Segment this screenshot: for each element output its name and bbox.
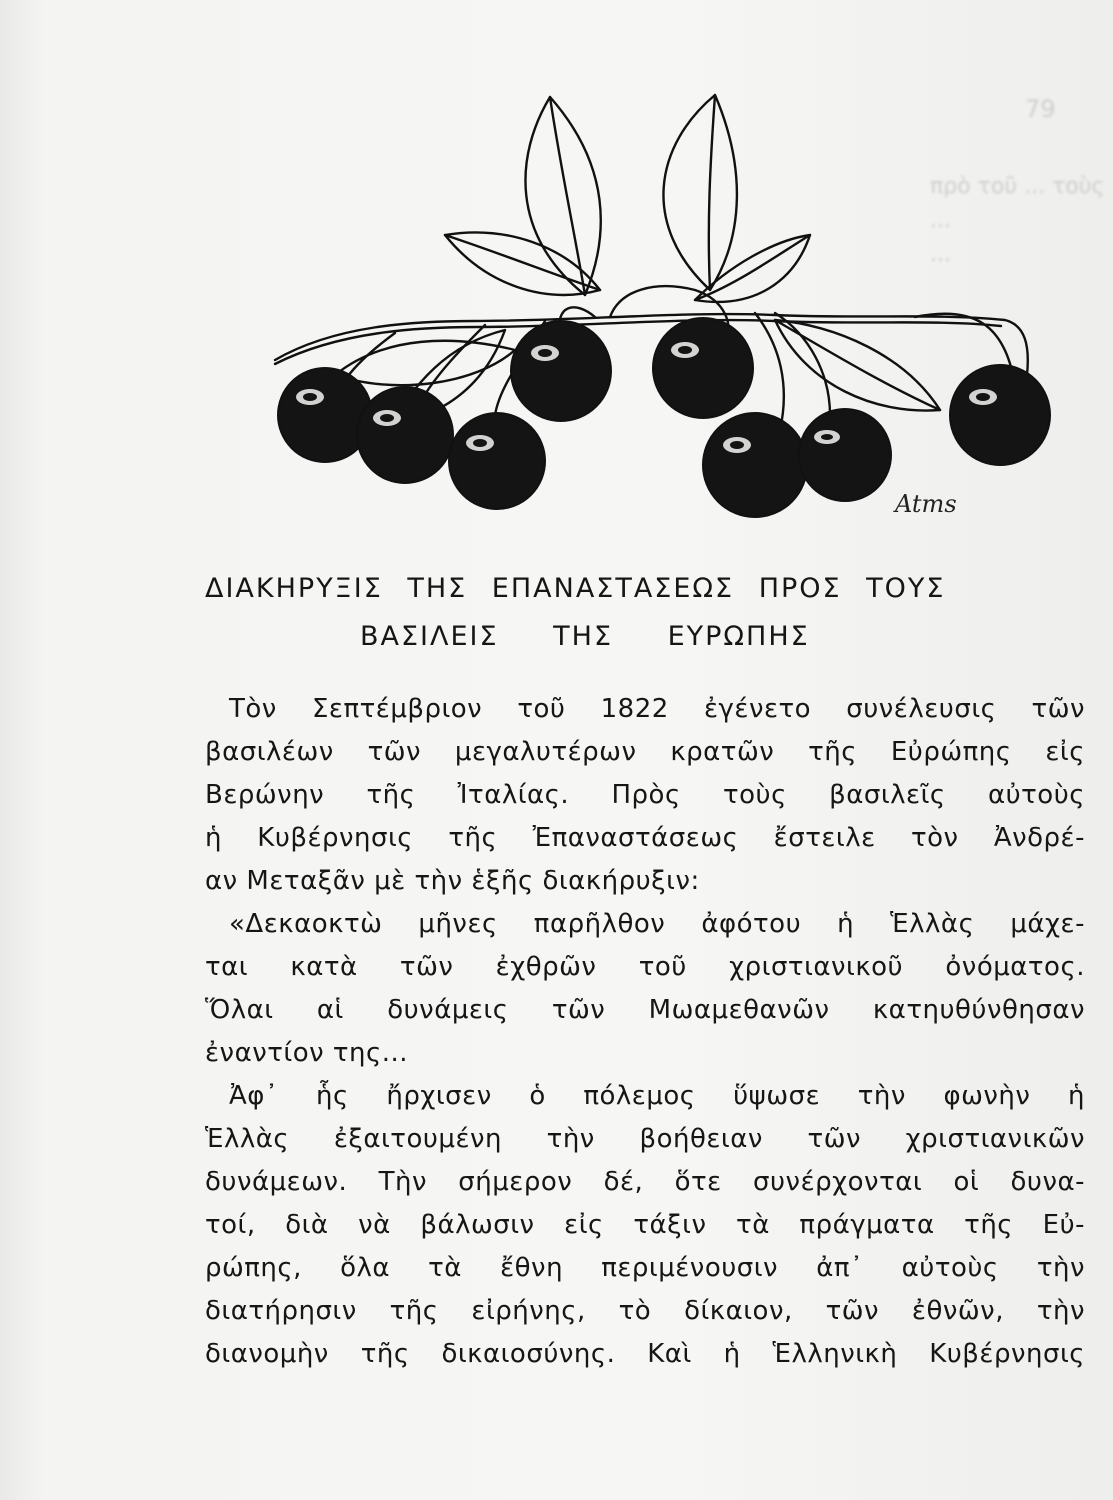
- text-line: τοί, διὰ νὰ βάλωσιν εἰς τάξιν τὰ πράγματα τῆς Εὐ-: [205, 1210, 1085, 1240]
- text-line: Ὅλαι αἱ δυνάμεις τῶν Μωαμεθανῶν κατηυθύνθησαν: [205, 995, 1085, 1025]
- artist-signature: Atms: [895, 490, 957, 518]
- text-line: διατήρησιν τῆς εἰρήνης, τὸ δίκαιον, τῶν ἐθνῶν, τὴν: [205, 1296, 1085, 1326]
- cherry: [950, 365, 1050, 465]
- text-line: «Δεκαοκτὼ μῆνες παρῆλθον ἀφότου ἡ Ἑλλὰς μάχε-: [229, 909, 1085, 939]
- cherry: [703, 413, 807, 517]
- text-line: ἡ Κυβέρνησις τῆς Ἐπαναστάσεως ἔστειλε τὸν Ἀνδρέ-: [205, 823, 1085, 853]
- cherry: [511, 321, 611, 421]
- text-line: διανομὴν τῆς δικαιοσύνης. Καὶ ἡ Ἑλληνικὴ Κυβέρνησις: [205, 1339, 1085, 1369]
- chapter-title-line2: ΒΑΣΙΛΕΙΣ ΤΗΣ ΕΥΡΩΠΗΣ: [360, 621, 810, 652]
- chapter-title: ΔΙΑΚΗΡΥΞΙΣ ΤΗΣ ΕΠΑΝΑΣΤΑΣΕΩΣ ΠΡΟΣ ΤΟΥΣ: [205, 573, 946, 604]
- text-line: δυνάμεων. Τὴν σήμερον δέ, ὅτε συνέρχονται οἱ δυνα-: [205, 1167, 1085, 1197]
- cherry: [357, 387, 453, 483]
- cherry: [653, 318, 753, 418]
- cherry: [449, 413, 545, 509]
- text-line: Ἀφ᾽ ἧς ἤρχισεν ὁ πόλεμος ὕψωσε τὴν φωνὴν ἡ: [229, 1081, 1085, 1111]
- cherry: [799, 409, 891, 501]
- leaf: [525, 97, 600, 295]
- text-line: βασιλέων τῶν μεγαλυτέρων κρατῶν τῆς Εὐρώπης εἰς: [205, 737, 1085, 767]
- bleed-page-number: 79: [1025, 95, 1056, 123]
- bleed-line: πρὸ τοῦ ... τοὺς: [930, 174, 1105, 199]
- text-line: ται κατὰ τῶν ἐχθρῶν τοῦ χριστιανικοῦ ὀνόματος.: [205, 952, 1085, 982]
- text-line: ρώπης, ὅλα τὰ ἔθνη περιμένουσιν ἀπ᾽ αὐτοὺς τὴν: [205, 1253, 1085, 1283]
- cherry-branch-illustration: [215, 85, 1075, 525]
- bleed-line: ...: [930, 208, 951, 233]
- text-line: ἐναντίον της...: [205, 1038, 409, 1068]
- leaf: [663, 95, 736, 290]
- text-line: Ἑλλὰς ἐξαιτουμένη τὴν βοήθειαν τῶν χριστιανικῶν: [205, 1124, 1085, 1154]
- text-line: Τὸν Σεπτέμβριον τοῦ 1822 ἐγένετο συνέλευσις τῶν: [229, 694, 1085, 724]
- text-line: αν Μεταξᾶν μὲ τὴν ἑξῆς διακήρυξιν:: [205, 866, 700, 896]
- text-line: Βερώνην τῆς Ἰταλίας. Πρὸς τοὺς βασιλεῖς αὐτοὺς: [205, 780, 1085, 810]
- bleed-line: ...: [930, 242, 951, 267]
